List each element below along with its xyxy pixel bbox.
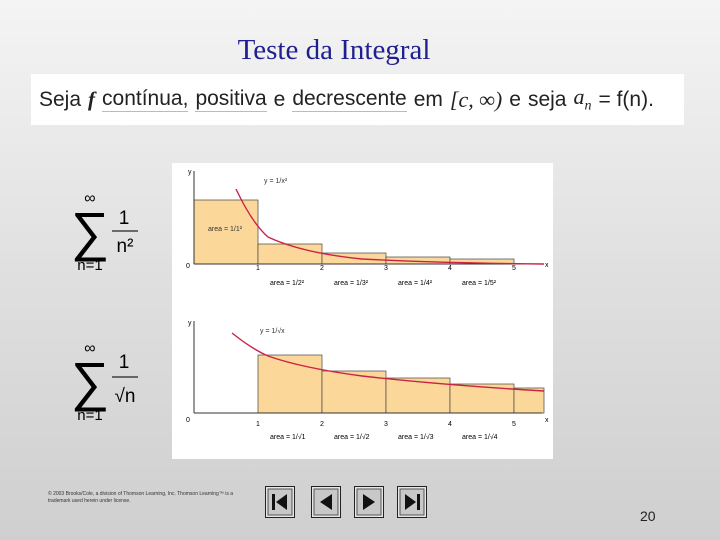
- top-tick-x: x: [545, 262, 549, 269]
- bottom-graph: [186, 320, 549, 441]
- function-f: f: [88, 87, 96, 111]
- top-area-3: area = 1/4²: [398, 280, 433, 287]
- top-tick-0: 0: [186, 263, 190, 270]
- bottom-curve-label: y = 1/√x: [260, 328, 285, 335]
- bottom-tick-4: 4: [448, 421, 452, 428]
- top-area-1: area = 1/2²: [270, 280, 305, 287]
- sequence-a: $a_n$: [573, 84, 592, 114]
- top-tick-5: 5: [512, 265, 516, 272]
- word-seja-2: seja: [527, 87, 567, 111]
- bottom-tick-3: 3: [384, 421, 388, 428]
- word-continua: contínua,: [102, 87, 189, 110]
- sigma-icon: ∑: [70, 352, 110, 412]
- top-tick-y: y: [188, 169, 192, 176]
- bottom-box-5: [514, 388, 544, 413]
- last-icon: [397, 486, 427, 518]
- bottom-tick-2: 2: [320, 421, 324, 428]
- previous-icon: [311, 486, 341, 518]
- integral-test-figure: [172, 163, 553, 459]
- word-e-2: e: [509, 87, 521, 111]
- bottom-tick-5: 5: [512, 421, 516, 428]
- slide-title: Teste da Integral: [237, 34, 431, 66]
- word-positiva: positiva: [195, 87, 267, 110]
- equals-fn: = f(n).: [598, 87, 654, 111]
- first-icon: [265, 486, 295, 518]
- nav-next-button[interactable]: [354, 486, 384, 518]
- nav-first-button[interactable]: [265, 486, 295, 518]
- interval: [c, ∞): [449, 86, 503, 112]
- word-decrescente: decrescente: [292, 87, 407, 110]
- copyright-note: © 2003 Brooks/Cole, a division of Thomson Learning, Inc. Thomson Learning™ is a trademark used herein under license.: [48, 491, 233, 504]
- nav-last-button[interactable]: [397, 486, 427, 518]
- series-1-denominator: n²: [116, 236, 134, 257]
- bottom-tick-1: 1: [256, 421, 260, 428]
- series-2-upper: ∞: [84, 340, 96, 357]
- word-em: em: [413, 87, 443, 111]
- next-icon: [354, 486, 384, 518]
- top-curve-label: y = 1/x²: [264, 178, 288, 185]
- sigma-icon: ∑: [70, 202, 110, 262]
- nav-previous-button[interactable]: [311, 486, 341, 518]
- series-2-lower: n=1: [77, 407, 103, 424]
- series-2: [68, 338, 158, 435]
- series-2-numerator: 1: [118, 352, 130, 373]
- word-e: e: [273, 87, 286, 111]
- bottom-tick-x: x: [545, 417, 549, 424]
- series-1-lower: n=1: [77, 257, 103, 274]
- top-box-2: [258, 244, 322, 264]
- theorem-statement: [31, 74, 684, 125]
- series-2-denominator: √n: [114, 386, 136, 407]
- top-tick-1: 1: [256, 265, 260, 272]
- bottom-tick-y: y: [188, 320, 192, 327]
- top-area-2: area = 1/3²: [334, 280, 369, 287]
- word-seja: Seja: [39, 87, 82, 111]
- top-tick-3: 3: [384, 265, 388, 272]
- series-1: [68, 188, 158, 285]
- top-area-4: area = 1/5²: [462, 280, 497, 287]
- top-box-label: area = 1/1²: [208, 226, 243, 233]
- bottom-area-4: area = 1/√4: [462, 434, 498, 441]
- bottom-area-3: area = 1/√3: [398, 434, 434, 441]
- bottom-area-1: area = 1/√1: [270, 434, 306, 441]
- top-tick-2: 2: [320, 265, 324, 272]
- series-1-upper: ∞: [84, 190, 96, 207]
- series-1-numerator: 1: [118, 208, 130, 229]
- top-graph: [186, 169, 549, 287]
- bottom-box-1: [258, 355, 322, 413]
- top-tick-4: 4: [448, 265, 452, 272]
- bottom-tick-0: 0: [186, 417, 190, 424]
- page-number: 20: [640, 508, 656, 524]
- bottom-area-2: area = 1/√2: [334, 434, 370, 441]
